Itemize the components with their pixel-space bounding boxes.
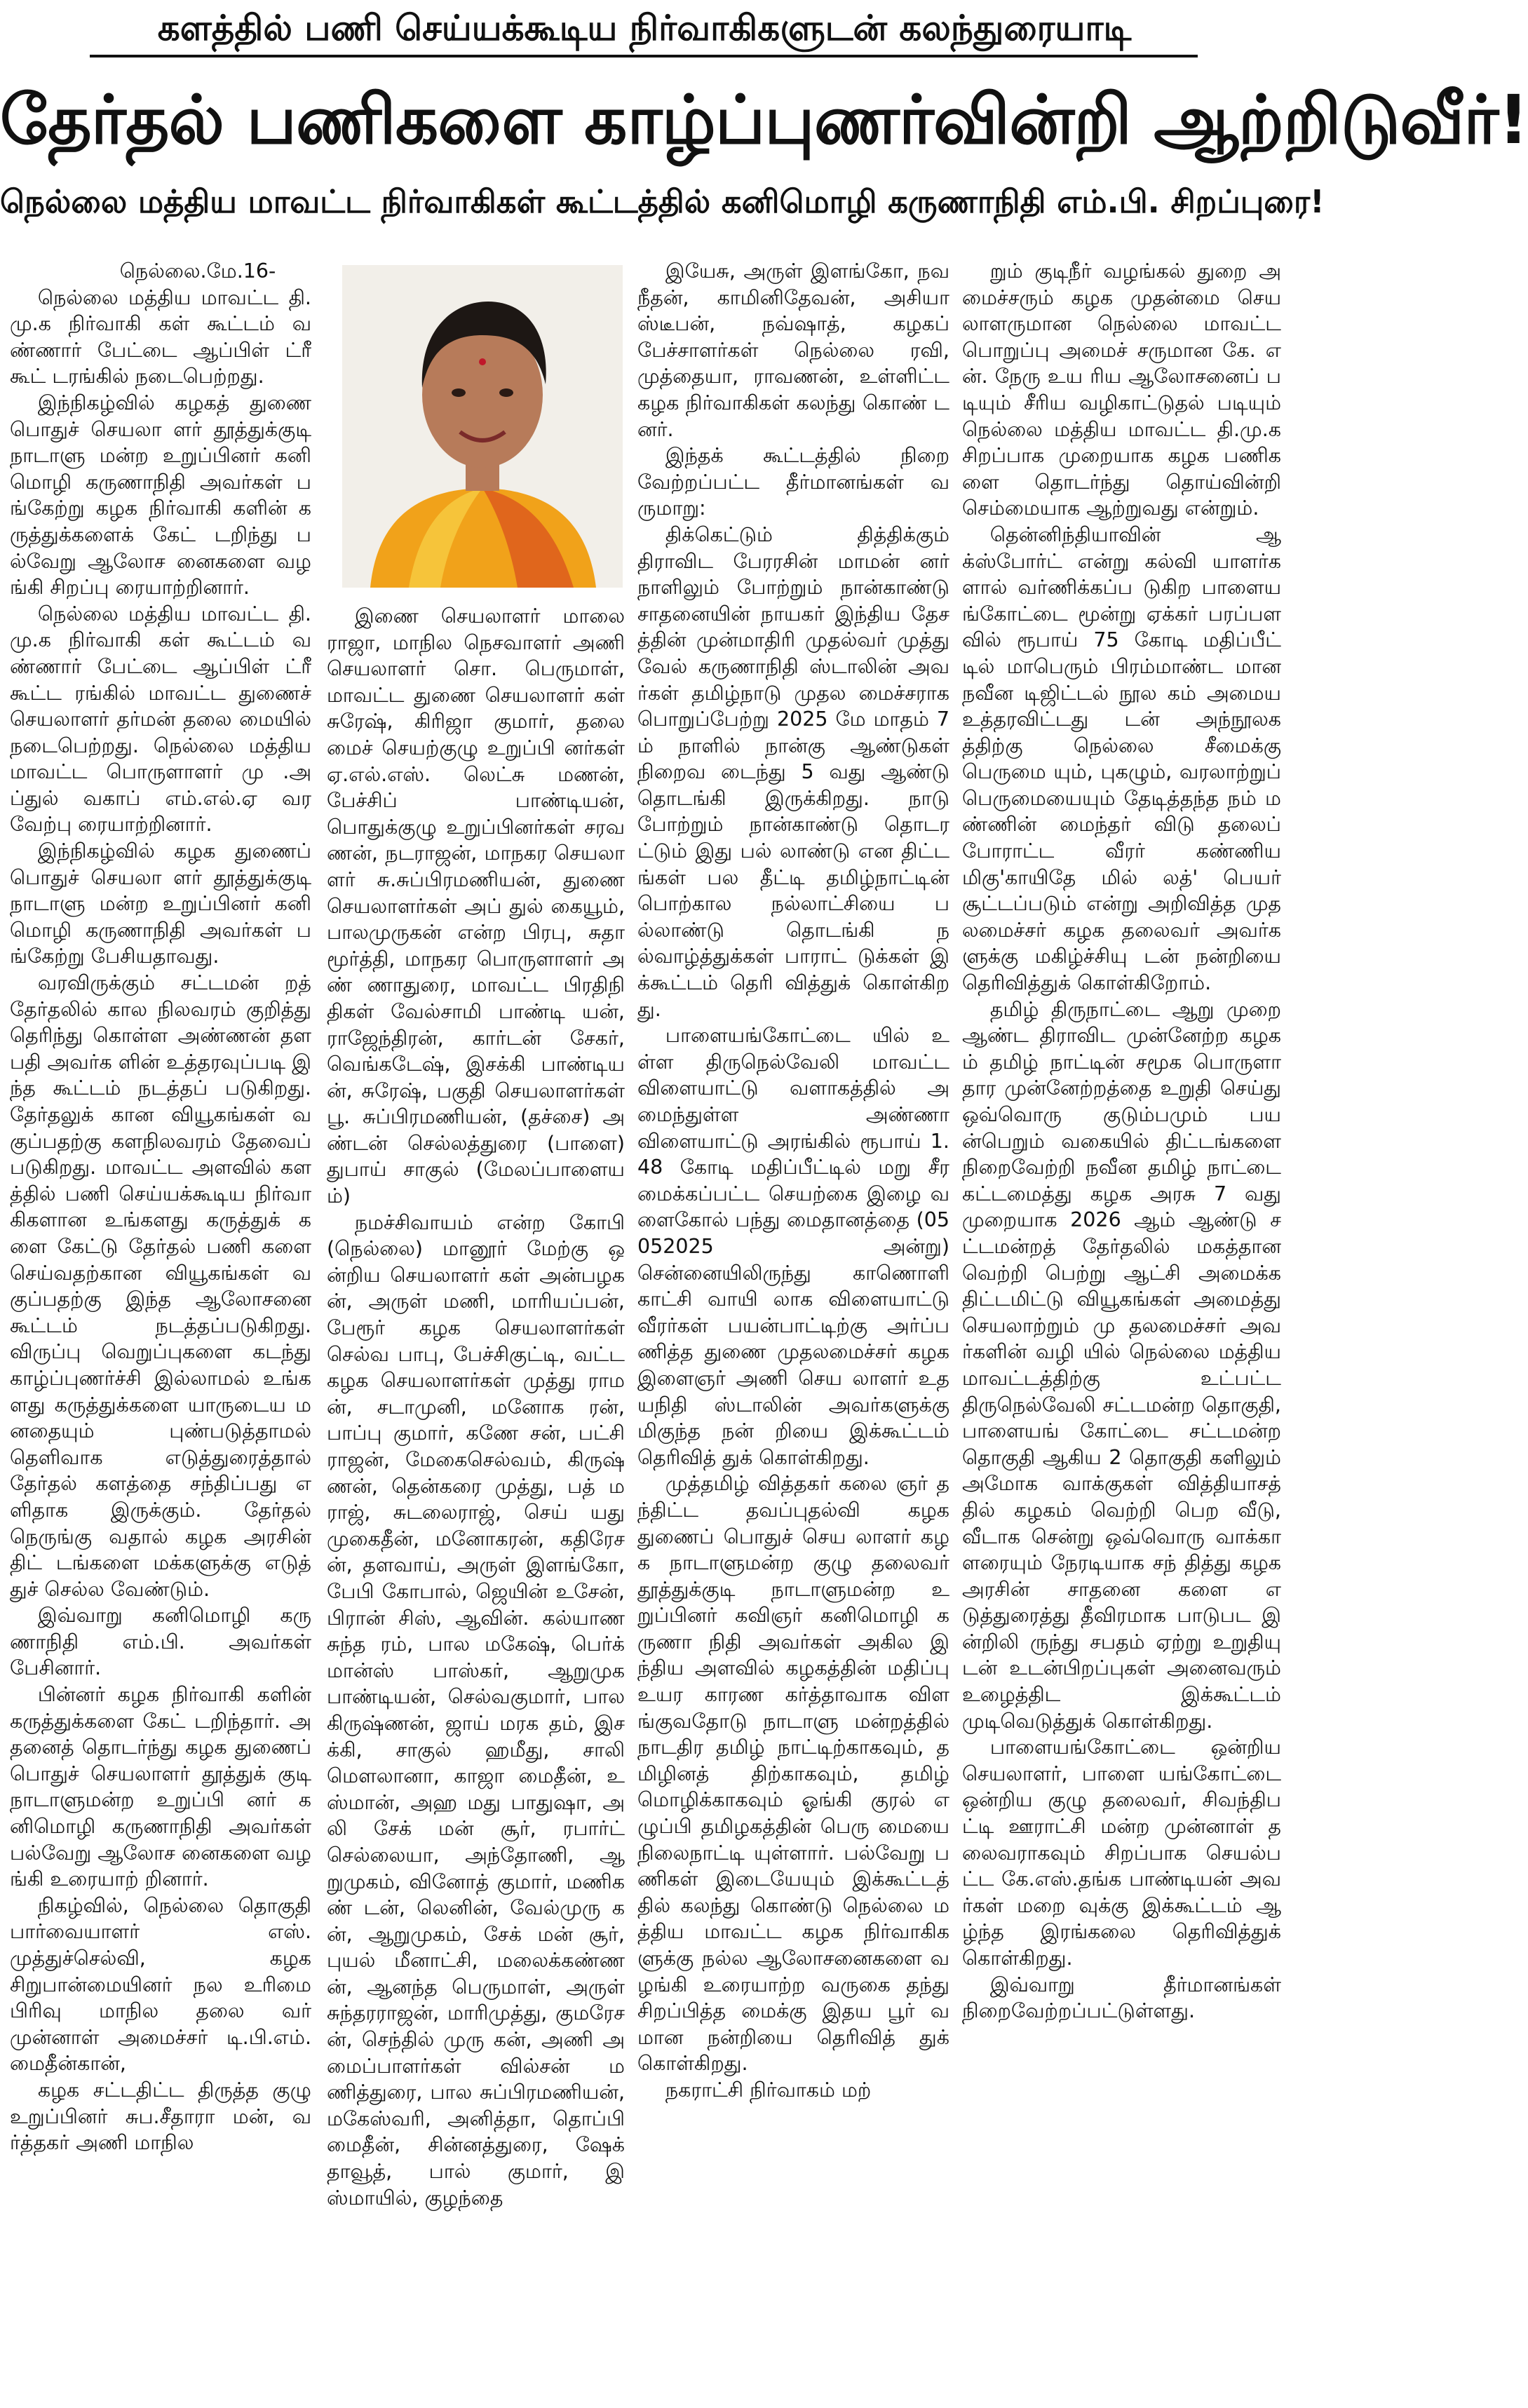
article-column-3 (637, 258, 949, 2398)
article-column-4 (962, 258, 1281, 2398)
paragraph: இயேசு, அருள் இளங்கோ, நவநீதன், காமினிதேவன், அசியா ஸ்டீபன், நவ்ஷாத், கழகப் பேச்சாளர்கள் நெல்லை ரவி, முத்தையா, ராவணன், உள்ளிட்ட கழக நிர்வாகிகள் கலந்து கொண் டனர். (637, 259, 949, 441)
paragraph: பாளையங்கோட்டை ஒன்றிய செயலாளர், பாளை யங்கோட்டை ஒன்றிய குழு தலைவர், சிவந்திபட்டி ஊராட்சி மன்ற முன்னாள் தலைவராகவும் சிறப்பாக செயல்பட்ட கே.எஸ்.தங்க பாண்டியன் அவர்கள் மறை வுக்கு இக்கூட்டம் ஆழ்ந்த இரங்கலை தெரிவித்துக் கொள்கிறது. (962, 1736, 1281, 1970)
kicker-underline (90, 55, 1198, 58)
paragraph: இவ்வாறு தீர்மானங்கள் நிறைவேற்றப்பட்டுள்ளது. (962, 1973, 1281, 2023)
subheadline: நெல்லை மத்திய மாவட்ட நிர்வாகிகள் கூட்டத்தில் கனிமொழி கருணாநிதி எம்.பி. சிறப்புரை! (0, 183, 1325, 220)
paragraph: இணை செயலாளர் மாலை ராஜா, மாநில நெசவாளர் அணி செயலாளர் சொ. பெருமாள், மாவட்ட துணை செயலாளர் கள் சுரேஷ், கிரிஜா குமார், தலை மைச் செயற்குழு உறுப்பி னர்கள் ஏ.எல்.எஸ். லெட்சு மணன், பேச்சிப் பாண்டியன், பொதுக்குழு உறுப்பினர்கள் சரவணன், நடராஜன், மாநகர செயலா ளர் சு.சுப்பிரமணியன், துணை செயலாளர்கள் அப் துல் கையூம், பாலமுருகன் என்ற பிரபு, சுதா மூர்த்தி, மாநகர பொருளாளர் அண் ணாதுரை, மாவட்ட பிரதிநி திகள் வேல்சாமி பாண்டி யன், ராஜேந்திரன், கார்டன் சேகர், வெங்கடேஷ், இசக்கி பாண்டியன், சுரேஷ், பகுதி செயலாளர்கள் பூ. சுப்பிரமணியன், (தச்சை) அண்டன் செல்லத்துரை (பாளை) துபாய் சாகுல் (மேலப்பாளையம்) (327, 604, 625, 1208)
paragraph: நகராட்சி நிர்வாகம் மற் (665, 2078, 872, 2102)
portrait-photo (342, 265, 623, 588)
article-column-1 (10, 258, 311, 2398)
paragraph: றும் குடிநீர் வழங்கல் துறை அமைச்சரும் கழக முதன்மை செயலாளருமான நெல்லை மாவட்ட பொறுப்பு அமைச் சருமான கே. என். நேரு உய ரிய ஆலோசனைப் படியும் சீரிய வழிகாட்டுதல் படியும் நெல்லை மத்திய மாவட்ட தி.மு.க சிறப்பாக முறையாக கழக பணிகளை தொடர்ந்து தொய்வின்றி செம்மையாக ஆற்றுவது என்றும். (962, 259, 1281, 520)
paragraph: வரவிருக்கும் சட்டமன் றத் தேர்தலில் கால நிலவரம் குறித்து தெரிந்து கொள்ள அண்ணன் தளபதி அவர்க ளின் உத்தரவுப்படி இந்த கூட்டம் நடத்தப் படுகிறது. தேர்தலுக் கான வியூகங்கள் வகுப்பதற்கு களநிலவரம் தேவைப் படுகிறது. மாவட்ட அளவில் களத்தில் பணி செய்யக்கூடிய நிர்வா கிகளான உங்களது கருத்துக் களை கேட்டு தேர்தல் பணி களை செய்வதற்கான வியூகங்கள் வகுப்பதற்கு இந்த ஆலோசனை கூட்டம் நடத்தப்படுகிறது. விருப்பு வெறுப்புகளை கடந்து காழ்ப்புணர்ச்சி இல்லாமல் உங்களது கருத்துக்களை யாருடைய மனதையும் புண்படுத்தாமல் தெளிவாக எடுத்துரைத்தால் தேர்தல் களத்தை சந்திப்பது எளிதாக இருக்கும். தேர்தல் நெருங்கு வதால் கழக அரசின் திட் டங்களை மக்களுக்கு எடுத் துச் செல்ல வேண்டும். (10, 971, 311, 1601)
paragraph: கழக சட்டதிட்ட திருத்த குழு உறுப்பினர் சுப.சீதாரா மன், வர்த்தகர் அணி மாநில (10, 2078, 311, 2155)
paragraph: இந்நிகழ்வில் கழகத் துணை பொதுச் செயலா ளர் தூத்துக்குடி நாடாளு மன்ற உறுப்பினர் கனி மொழி கருணாநிதி அவர்கள் பங்கேற்று கழக நிர்வாகி களின் கருத்துக்களைக் கேட் டறிந்து பல்வேறு ஆலோச னைகளை வழங்கி சிறப்பு ரையாற்றினார். (10, 391, 311, 600)
paragraph: நமச்சிவாயம் என்ற கோபி (நெல்லை) மானூர் மேற்கு ஒன்றிய செயலாளர் கள் அன்பழகன், அருள் மணி, மாரியப்பன், பேரூர் கழக செயலாளர்கள் செல்வ பாபு, பேச்சிகுட்டி, வட்ட கழக செயலாளர்கள் முத்து ராமன், சடாமுனி, மனோக ரன், பாப்பு குமார், கணே சன், பட்சி ராஜன், மேகைசெல்வம், கிருஷ் ணன், தென்கரை முத்து, பத் மராஜ், சுடலைராஜ், செய் யது முகைதீன், மனோகரன், கதிரேசன், தளவாய், அருள் இளங்கோ, பேபி கோபால், ஜெயின் உசேன், பிரான் சிஸ், ஆவின். கல்யாணசுந்த ரம், பால மகேஷ், பெர்க் மான்ஸ் பாஸ்கர், ஆறுமுக பாண்டியன், செல்வகுமார், பாலகிருஷ்ணன், ஜாய் மரக தம், இசக்கி, சாகுல் ஹமீது, சாலி மௌலானா, காஜா மைதீன், உஸ்மான், அஹ மது பாதுஷா, அலி சேக் மன் சூர், ரபார்ட் செல்லையா, அந்தோணி, ஆறுமுகம், வினோத் குமார், மணிகண் டன், லெனின், வேல்முரு கன், ஆறுமுகம், சேக் மன் சூர், புயல் மீனாட்சி, மலைக்கண்ணன், ஆனந்த பெருமாள், அருள் சுந்தரராஜன், மாரிமுத்து, குமரேசன், செந்தில் முரு கன், அணி அமைப்பாளர்கள் வில்சன் மணித்துரை, பால சுப்பிரமணியன், மகேஸ்வரி, அனித்தா, தொப்பி மைதீன், சின்னத்துரை, ஷேக் தாவூத், பால் குமார், இஸ்மாயில், குழந்தை (327, 1210, 625, 2210)
paragraph: முத்தமிழ் வித்தகர் கலை ஞர் தந்திட்ட தவப்புதல்வி கழக துணைப் பொதுச் செய லாளர் கழக நாடாளுமன்ற குழு தலைவர் தூத்துக்குடி நாடாளுமன்ற உறுப்பினர் கவிஞர் கனிமொழி கருணா நிதி அவர்கள் அகில இந்திய அளவில் கழகத்தின் மதிப்பு உயர காரண கர்த்தாவாக விளங்குவதோடு நாடாளு மன்றத்தில் நாடதிர தமிழ் நாட்டிற்காகவும், தமிழினத் திற்காகவும், தமிழ் மொழிக்காகவும் ஓங்கி குரல் எழுப்பி தமிழகத்தின் பெரு மையை நிலைநாட்டி யுள்ளார். பல்வேறு பணிகள் இடையேயும் இக்கூட்டத் தில் கலந்து கொண்டு நெல்லை மத்திய மாவட்ட கழக நிர்வாகிகளுக்கு நல்ல ஆலோசனைகளை வழங்கி உரையாற்ற வருகை தந்து சிறப்பித்த மைக்கு இதய பூர் வமான நன்றியை தெரிவித் துக் கொள்கிறது. (637, 1472, 949, 2076)
paragraph: இந்நிகழ்வில் கழக துணைப் பொதுச் செயலா ளர் தூத்துக்குடி நாடாளு மன்ற உறுப்பினர் கனி மொழி கருணாநிதி அவர்கள் பங்கேற்று பேசியதாவது. (10, 839, 311, 968)
paragraph: இவ்வாறு கனிமொழி கரு ணாநிதி எம்.பி. அவர்கள் பேசினார். (10, 1604, 311, 1680)
kicker-line: களத்தில் பணி செய்யக்கூடிய நிர்வாகிகளுடன் கலந்துரையாடி (157, 8, 1132, 48)
paragraph: நிகழ்வில், நெல்லை தொகுதி பார்வையாளர் எஸ்.முத்துச்செல்வி, கழக சிறுபான்மையினர் நல உரிமை பிரிவு மாநில தலை வர் முன்னாள் அமைச்சர் டி.பி.எம்.மைதீன்கான், (10, 1893, 311, 2076)
article-column-2 (327, 603, 625, 2398)
paragraph: தென்னிந்தியாவின் ஆக்ஸ்போர்ட் என்று கல்வி யாளர்களால் வர்ணிக்கப்ப டுகிற பாளையங்கோட்டை மூன்று ஏக்கர் பரப்பளவில் ரூபாய் 75 கோடி மதிப்பீட் டில் மாபெரும் பிரம்மாண்ட மான நவீன டிஜிட்டல் நூல கம் அமைய உத்தரவிட்டது டன் அந்நூலகத்திற்கு நெல்லை சீமைக்கு பெருமை யும், புகழும், வரலாற்றுப் பெருமையையும் தேடித்தந்த நம் மண்ணின் மைந்தர் விடு தலைப் போராட்ட வீரர் கண்ணியமிகு'காயிதே மில் லத்' பெயர் சூட்டப்படும் என்று அறிவித்த முதலமைச்சர் கழக தலைவர் அவர்களுக்கு மகிழ்ச்சியு டன் நன்றியை தெரிவித்துக் கொள்கிறோம். (962, 522, 1281, 995)
paragraph: நெல்லை.மே.16- (119, 259, 276, 283)
paragraph: பின்னர் கழக நிர்வாகி களின் கருத்துக்களை கேட் டறிந்தார். அதனைத் தொடர்ந்து கழக துணைப் பொதுச் செயலாளர் தூத்துக் குடி நாடாளுமன்ற உறுப்பி னர் கனிமொழி கருணாநிதி அவர்கள் பல்வேறு ஆலோச னைகளை வழங்கி உரையாற் றினார். (10, 1683, 311, 1891)
paragraph: நெல்லை மத்திய மாவட்ட தி.மு.க நிர்வாகி கள் கூட்டம் வண்ணார் பேட்டை ஆப்பிள் ட்ரீ கூட்ட ரங்கில் மாவட்ட துணைச் செயலாளர் தர்மன் தலை மையில் நடைபெற்றது. நெல்லை மத்திய மாவட்ட பொருளாளர் மு .அப்துல் வகாப் எம்.எல்.ஏ வரவேற்பு ரையாற்றினார். (10, 602, 311, 837)
paragraph: இந்தக் கூட்டத்தில் நிறை வேற்றப்பட்ட தீர்மானங்கள் வருமாறு: (637, 444, 949, 520)
paragraph: பாளையங்கோட்டை யில் உள்ள திருநெல்வேலி மாவட்ட விளையாட்டு வளாகத்தில் அமைந்துள்ள அண்ணா விளையாட்டு அரங்கில் ரூபாய் 1.48 கோடி மதிப்பீட்டில் மறு சீரமைக்கப்பட்ட செயற்கை இழை வளைகோல் பந்து மைதானத்தை (05052025 அன்று) சென்னையிலிருந்து காணொளி காட்சி வாயி லாக விளையாட்டு வீரர்கள் பயன்பாட்டிற்கு அர்ப்ப ணித்த துணை முதலமைச்சர் கழக இளைஞர் அணி செய லாளர் உதயநிதி ஸ்டாலின் அவர்களுக்கு மிகுந்த நன் றியை இக்கூட்டம் தெரிவித் துக் கொள்கிறது. (637, 1024, 949, 1469)
paragraph: தமிழ் திருநாட்டை ஆறு முறை ஆண்ட திராவிட முன்னேற்ற கழகம் தமிழ் நாட்டின் சமூக பொருளா தார முன்னேற்றத்தை உறுதி செய்து ஒவ்வொரு குடும்பமும் பயன்பெறும் வகையில் திட்டங்களை நிறைவேற்றி நவீன தமிழ் நாட்டை கட்டமைத்து கழக அரசு 7 வது முறையாக 2026 ஆம் ஆண்டு சட்டமன்றத் தேர்தலில் மகத்தான வெற்றி பெற்று ஆட்சி அமைக்க திட்டமிட்டு வியூகங்கள் அமைத்து செயலாற்றும் மு தலமைச்சர் அவர்களின் வழி யில் நெல்லை மத்திய மாவட்டத்திற்கு உட்பட்ட திருநெல்வேலி சட்டமன்ற தொகுதி, பாளையங் கோட்டை சட்டமன்ற தொகுதி ஆகிய 2 தொகுதி களிலும் அமோக வாக்குகள் வித்தியாசத் தில் கழகம் வெற்றி பெற வீடு, வீடாக சென்று ஒவ்வொரு வாக்கா ளரையும் நேரடியாக சந் தித்து கழக அரசின் சாதனை களை எடுத்துரைத்து தீவிரமாக பாடுபட இன்றிலி ருந்து சபதம் ஏற்று உறுதியு டன் உடன்பிறப்புகள் அனைவரும் உழைத்திட இக்கூட்டம் முடிவெடுத்துக் கொள்கிறது. (962, 997, 1281, 1733)
headline: தேர்தல் பணிகளை காழ்ப்புணர்வின்றி ஆற்றிடுவீர்! (0, 81, 1528, 159)
paragraph: நெல்லை மத்திய மாவட்ட தி.மு.க நிர்வாகி கள் கூட்டம் வண்ணார் பேட்டை ஆப்பிள் ட்ரீ கூட் டரங்கில் நடைபெற்றது. (10, 285, 311, 388)
portrait-illustration (342, 265, 623, 588)
paragraph: திக்கெட்டும் தித்திக்கும் திராவிட பேரரசின் மாமன் னர் நாளிலும் போற்றும் நான்காண்டு சாதனையின் நாயகர் இந்திய தேசத்தின் முன்மாதிரி முதல்வர் முத்து வேல் கருணாநிதி ஸ்டாலின் அவர்கள் தமிழ்நாடு முதல மைச்சராக பொறுப்பேற்று 2025 மே மாதம் 7ம் நாளில் நான்கு ஆண்டுகள் நிறைவ டைந்து 5 வது ஆண்டு தொடங்கி இருக்கிறது. நாடு போற்றும் நான்காண்டு தொடரட்டும் இது பல் லாண்டு என திட்டங்கள் பல தீட்டி தமிழ்நாட்டின் பொற்கால நல்லாட்சியை பல்லாண்டு தொடங்கி நல்வாழ்த்துக்கள் பாராட் டுக்கள் இக்கூட்டம் தெரி வித்துக் கொள்கிறது. (637, 522, 949, 1021)
